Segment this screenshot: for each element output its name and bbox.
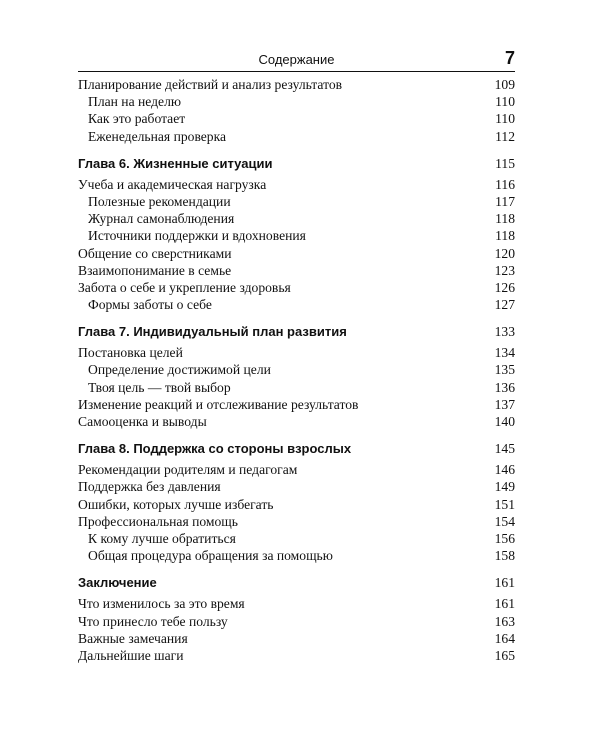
toc-entry-page: 110 <box>495 94 515 110</box>
toc-entry-page: 115 <box>495 155 515 171</box>
toc-entry-title: Твоя цель — твой выбор <box>88 379 231 395</box>
toc-subentry <box>78 227 515 244</box>
toc-entry-page: 127 <box>494 297 515 313</box>
toc-entry <box>78 478 515 495</box>
toc-entry-title: Рекомендации родителям и педагогам <box>78 462 298 478</box>
toc-entry-title: Источники поддержки и вдохновения <box>88 228 306 244</box>
toc-subentry <box>78 530 515 547</box>
toc-chapter-heading <box>78 322 515 341</box>
toc-entry-page: 118 <box>495 228 515 244</box>
toc-subentry <box>78 93 515 110</box>
toc-entry-title: Как это работает <box>88 111 186 127</box>
toc-entry-page: 133 <box>494 324 515 340</box>
toc-entry-title: Общая процедура обращения за помощью <box>88 548 333 564</box>
toc-entry <box>78 413 515 430</box>
toc-entry-page: 117 <box>495 193 515 209</box>
toc-entry <box>78 344 515 361</box>
toc-entry <box>78 496 515 513</box>
toc-entry-page: 164 <box>494 630 515 646</box>
toc-entry-page: 110 <box>495 111 515 127</box>
toc-entry <box>78 245 515 262</box>
toc-entry <box>78 461 515 478</box>
toc-entry-page: 126 <box>494 279 515 295</box>
toc-entry-page: 116 <box>495 176 515 192</box>
toc-entry-page: 156 <box>494 530 515 546</box>
toc-entry-page: 140 <box>494 414 515 429</box>
toc-entry-page: 149 <box>494 479 515 495</box>
toc-entry <box>78 630 515 647</box>
toc-entry-page: 146 <box>494 462 515 478</box>
toc-entry-title: К кому лучше обратиться <box>88 530 236 546</box>
toc-entry-title: Полезные рекомендации <box>88 193 231 209</box>
toc-entry-title: Профессиональная помощь <box>78 513 238 529</box>
toc-entry-title: Самооценка и выводы <box>78 414 207 429</box>
toc-entry-title: Планирование действий и анализ результатов <box>78 77 343 92</box>
header-rule <box>78 71 515 72</box>
toc-entry-title: Забота о себе и укрепление здоровья <box>78 279 291 295</box>
toc-entry-title: Изменение реакций и отслеживание результатов <box>78 396 359 412</box>
toc-chapter-heading <box>78 439 515 458</box>
chapter-title: Глава 7. Индивидуальный план развития <box>78 324 347 340</box>
toc-entry-page: 145 <box>494 441 515 457</box>
toc-entry-page: 158 <box>494 548 515 564</box>
toc-entry-page: 134 <box>494 345 515 361</box>
toc-entry <box>78 279 515 296</box>
toc-entry <box>78 647 515 664</box>
toc-entry-title: План на неделю <box>88 94 182 110</box>
chapter-title: Глава 6. Жизненные ситуации <box>78 155 273 171</box>
toc-subentry <box>78 361 515 378</box>
toc-entry <box>78 76 515 93</box>
toc-entry-title: Поддержка без давления <box>78 479 221 495</box>
running-head-title: Содержание <box>258 52 335 67</box>
toc-entry-title: Учеба и академическая нагрузка <box>78 176 267 192</box>
toc-entry-title: Что принесло тебе пользу <box>78 613 228 629</box>
toc-entry-title: Определение достижимой цели <box>88 362 271 378</box>
toc-entry-title: Что изменилось за это время <box>78 596 245 612</box>
toc-entry-page: 161 <box>494 575 515 591</box>
toc-chapter-heading <box>78 154 515 173</box>
toc-entry-title: Важные замечания <box>78 630 188 646</box>
toc-entry-page: 123 <box>494 262 515 278</box>
toc-entry-page: 135 <box>494 362 515 378</box>
toc-entry-page: 161 <box>494 596 515 612</box>
toc-subentry <box>78 296 515 313</box>
toc-entry-title: Ошибки, которых лучше избегать <box>78 496 274 512</box>
toc-entry <box>78 613 515 630</box>
chapter-title: Глава 8. Поддержка со стороны взрослых <box>78 441 352 457</box>
toc-entry-page: 120 <box>494 245 515 261</box>
toc-subentry <box>78 128 515 145</box>
running-head <box>78 50 515 70</box>
toc-entry <box>78 176 515 193</box>
toc-entry-page: 154 <box>494 513 515 529</box>
toc-subentry <box>78 547 515 564</box>
toc-entry <box>78 262 515 279</box>
toc-entry-page: 151 <box>494 496 515 512</box>
toc-entry-title: Общение со сверстниками <box>78 245 232 261</box>
toc-entry-title: Еженедельная проверка <box>88 128 227 144</box>
toc-entry-title: Формы заботы о себе <box>88 297 212 313</box>
toc-subentry <box>78 210 515 227</box>
toc-entry-page: 165 <box>494 647 515 663</box>
page-number: 7 <box>504 48 515 68</box>
toc-entry-title: Журнал самонаблюдения <box>88 211 235 227</box>
toc-subentry <box>78 379 515 396</box>
toc-entry-page: 112 <box>495 128 515 144</box>
toc-entry-title: Дальнейшие шаги <box>78 647 184 663</box>
toc-entry <box>78 513 515 530</box>
toc-entry-page: 136 <box>494 379 515 395</box>
chapter-title: Заключение <box>78 575 157 591</box>
toc-entry-title: Взаимопонимание в семье <box>78 262 232 278</box>
toc-chapter-heading <box>78 573 515 592</box>
toc-entry-title: Постановка целей <box>78 345 183 361</box>
toc-entry <box>78 595 515 612</box>
toc-subentry <box>78 193 515 210</box>
toc-entry <box>78 396 515 413</box>
toc-entry-page: 163 <box>494 613 515 629</box>
toc-entry-page: 118 <box>495 211 515 227</box>
toc-entry-page: 109 <box>494 77 515 92</box>
toc-subentry <box>78 110 515 127</box>
table-of-contents <box>78 76 515 664</box>
toc-entry-page: 137 <box>494 396 515 412</box>
